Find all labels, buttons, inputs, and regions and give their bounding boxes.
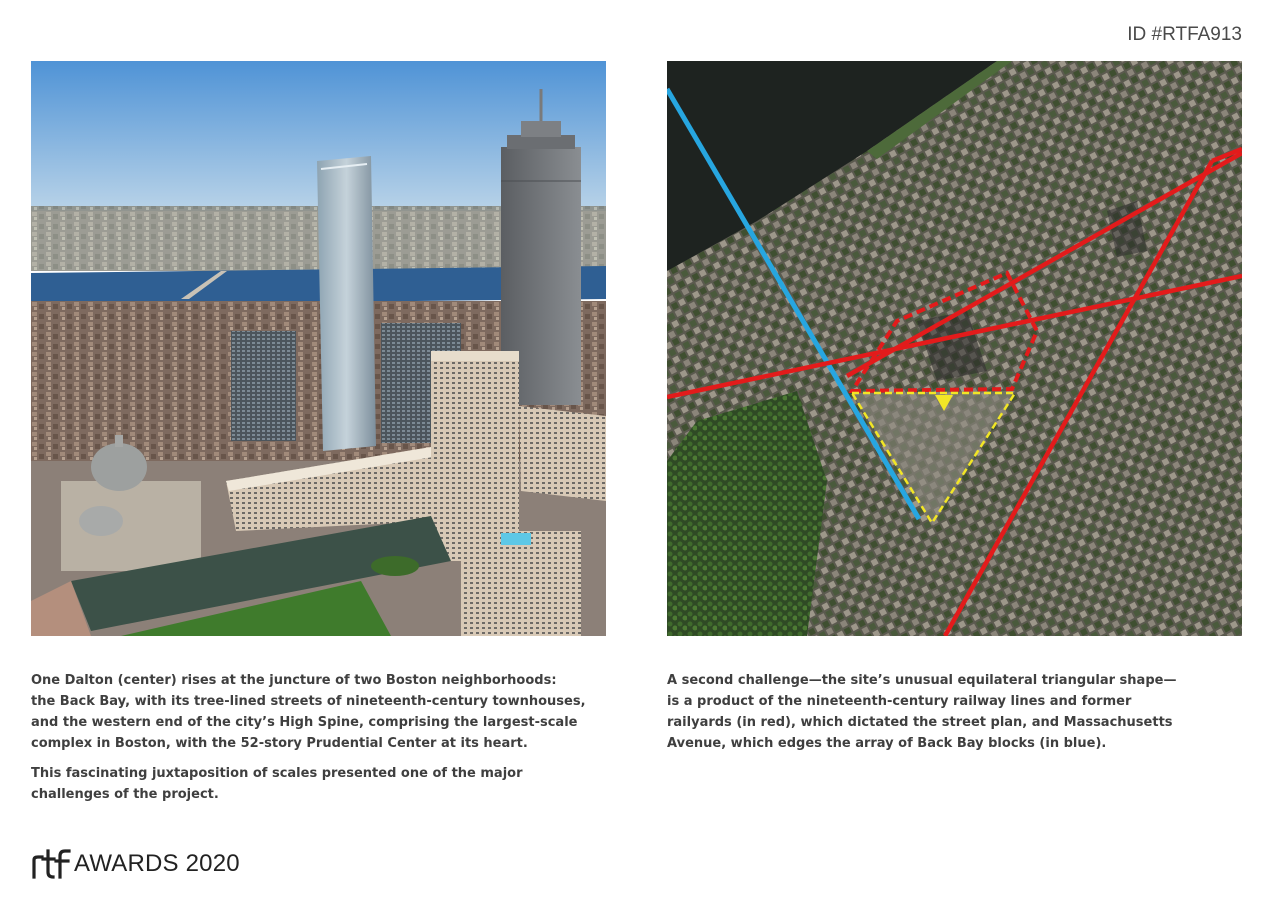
- caption-left: [31, 670, 591, 814]
- footer-brand: [31, 846, 240, 882]
- caption-right: [667, 670, 1207, 763]
- caption-line: the Back Bay, with its tree-lined streets of nineteenth-century townhouses,: [31, 694, 586, 709]
- document-id: ID #RTFA913: [1127, 24, 1242, 45]
- caption-line: A second challenge—the site’s unusual equilateral triangular shape—: [667, 673, 1177, 688]
- caption-line: complex in Boston, with the 52-story Prudential Center at its heart.: [31, 736, 528, 751]
- caption-line: and the western end of the city’s High Spine, comprising the largest-scale: [31, 715, 578, 730]
- caption-line: is a product of the nineteenth-century railway lines and former: [667, 694, 1132, 709]
- aerial-photo-illustration: [31, 61, 606, 636]
- caption-right-paragraph: [667, 670, 1207, 754]
- site-map-illustration: [667, 61, 1242, 636]
- caption-left-paragraph-2: [31, 763, 591, 805]
- aerial-photo: [31, 61, 606, 636]
- caption-left-paragraph-1: [31, 670, 591, 754]
- awards-title: AWARDS 2020: [74, 850, 240, 877]
- rtf-logo: [31, 847, 71, 881]
- caption-line: One Dalton (center) rises at the juncture of two Boston neighborhoods:: [31, 673, 557, 688]
- site-map-satellite: [667, 61, 1242, 636]
- caption-line: Avenue, which edges the array of Back Bay blocks (in blue).: [667, 736, 1107, 751]
- caption-line: railyards (in red), which dictated the street plan, and Massachusetts: [667, 715, 1173, 730]
- caption-line: challenges of the project.: [31, 787, 219, 802]
- caption-line: This fascinating juxtaposition of scales presented one of the major: [31, 766, 523, 781]
